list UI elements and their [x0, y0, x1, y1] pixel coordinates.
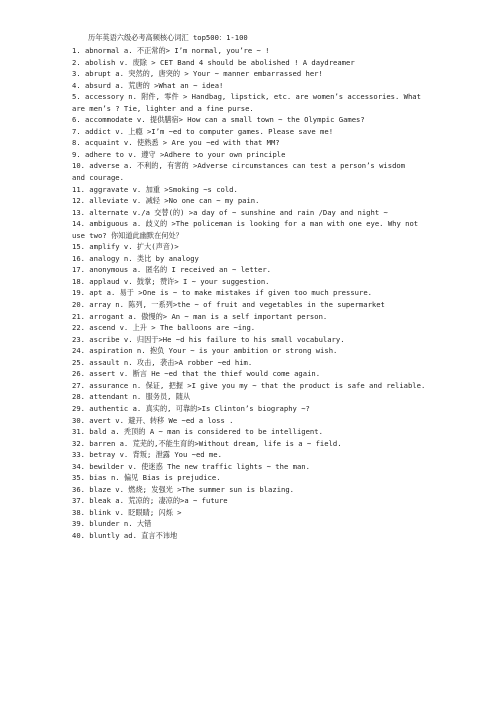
vocabulary-line: 35. bias n. 偏见 Bias is prejudice.: [72, 473, 221, 483]
vocabulary-line: 39. blunder n. 大错: [72, 519, 152, 529]
vocabulary-line: 40. bluntly ad. 直言不讳地: [72, 530, 178, 540]
vocabulary-line: 37. bleak a. 荒凉的; 凄凉的>a ~ future: [72, 496, 228, 506]
vocabulary-line: 32. barren a. 荒芜的,不能生育的>Without dream, life is a ~ field.: [72, 438, 342, 448]
vocabulary-line: 25. assault n. 攻击, 袭击>A robber ~ed him.: [72, 357, 253, 367]
vocabulary-list: [72, 45, 432, 542]
vocabulary-line: 36. blaze v. 燃烧; 发强光 >The summer sun is blazing.: [72, 484, 295, 494]
vocabulary-line: 11. aggravate v. 加重 >Smoking ~s cold.: [72, 184, 238, 194]
vocabulary-line: 18. applaud v. 鼓掌; 赞许> I ~ your suggestion.: [72, 276, 270, 286]
vocabulary-line: 33. betray v. 背叛; 泄露 You ~ed me.: [72, 450, 222, 460]
vocabulary-line: use two? 你知道此幽默在何处？: [72, 230, 183, 240]
vocabulary-line: 12. alleviate v. 减轻 >No one can ~ my pain.: [72, 196, 260, 206]
vocabulary-line: 6. accommodate v. 提供膳宿> How can a small town ~ the Olympic Games?: [72, 115, 365, 125]
vocabulary-line: 14. ambiguous a. 歧义的 >The policeman is looking for a man with one eye. Why not: [72, 219, 419, 229]
vocabulary-line: 24. aspiration n. 抱负 Your ~ is your ambition or strong wish.: [72, 346, 338, 356]
vocabulary-line: 19. apt a. 易于 >One is ~ to make mistakes if given too much pressure.: [72, 288, 372, 298]
vocabulary-line: 31. bald a. 秃顶的 A ~ man is considered to be intelligent.: [72, 427, 323, 437]
vocabulary-line: 17. anonymous a. 匿名的 I received an ~ letter.: [72, 265, 271, 275]
vocabulary-line: 22. ascend v. 上升 > The balloons are ~ing.: [72, 323, 256, 333]
vocabulary-line: are men’s ? Tie, lighter and a fine purse.: [72, 103, 254, 113]
vocabulary-line: 7. addict v. 上瘾 >I’m ~ed to computer games. Please save me!: [72, 126, 334, 136]
vocabulary-line: 21. arrogant a. 傲慢的> An ~ man is a self important person.: [72, 311, 328, 321]
vocabulary-line: 38. blink v. 眨眼睛; 闪烁 >: [72, 507, 182, 517]
vocabulary-line: 8. acquaint v. 使熟悉 > Are you ~ed with that MM?: [72, 138, 280, 148]
document-title: 历年英语六级必考高频核心词汇 top500：1-100: [88, 33, 248, 42]
vocabulary-line: 26. assert v. 断言 He ~ed that the thief would come again.: [72, 369, 321, 379]
vocabulary-line: 30. avert v. 避开、转移 We ~ed a loss .: [72, 415, 234, 425]
vocabulary-line: 9. adhere to v. 遵守 >Adhere to your own principle: [72, 149, 286, 159]
vocabulary-line: 29. authentic a. 真实的, 可靠的>Is Clinton’s biography ~?: [72, 403, 310, 413]
vocabulary-line: 10. adverse a. 不利的, 有害的 >Adverse circumstances can test a person’s wisdom: [72, 161, 406, 171]
vocabulary-line: and courage.: [72, 173, 124, 183]
vocabulary-line: 20. array n. 陈列, 一系列>the ~ of fruit and vegetables in the supermarket: [72, 300, 385, 310]
vocabulary-line: 3. abrupt a. 突然的, 唐突的 > Your ~ manner embarrassed her!: [72, 69, 323, 79]
vocabulary-line: 34. bewilder v. 使迷惑 The new traffic lights ~ the man.: [72, 461, 310, 471]
vocabulary-line: 2. abolish v. 废除 > CET Band 4 should be abolished ! A daydreamer: [72, 57, 355, 67]
vocabulary-line: 23. ascribe v. 归因于>He ~d his failure to his small vocabulary.: [72, 334, 345, 344]
vocabulary-line: 1. abnormal a. 不正常的> I’m normal, you’re ~ !: [72, 46, 270, 55]
vocabulary-line: 27. assurance n. 保证, 把握 >I give you my ~ that the product is safe and reliable.: [72, 380, 426, 390]
vocabulary-line: 5. accessory n. 附件, 零件 > Handbag, lipstick, etc. are women’s accessories. What: [72, 92, 421, 102]
vocabulary-line: 4. absurd a. 荒唐的 >What an ~ idea!: [72, 80, 224, 90]
vocabulary-line: 28. attendant n. 服务员, 随从: [72, 392, 191, 402]
vocabulary-line: 16. analogy n. 类比 by analogy: [72, 253, 199, 263]
vocabulary-line: 13. alternate v./a 交替(的) >a day of ~ sunshine and rain /Day and night ~: [72, 207, 388, 217]
vocabulary-line: 15. amplify v. 扩大(声音)>: [72, 242, 179, 252]
